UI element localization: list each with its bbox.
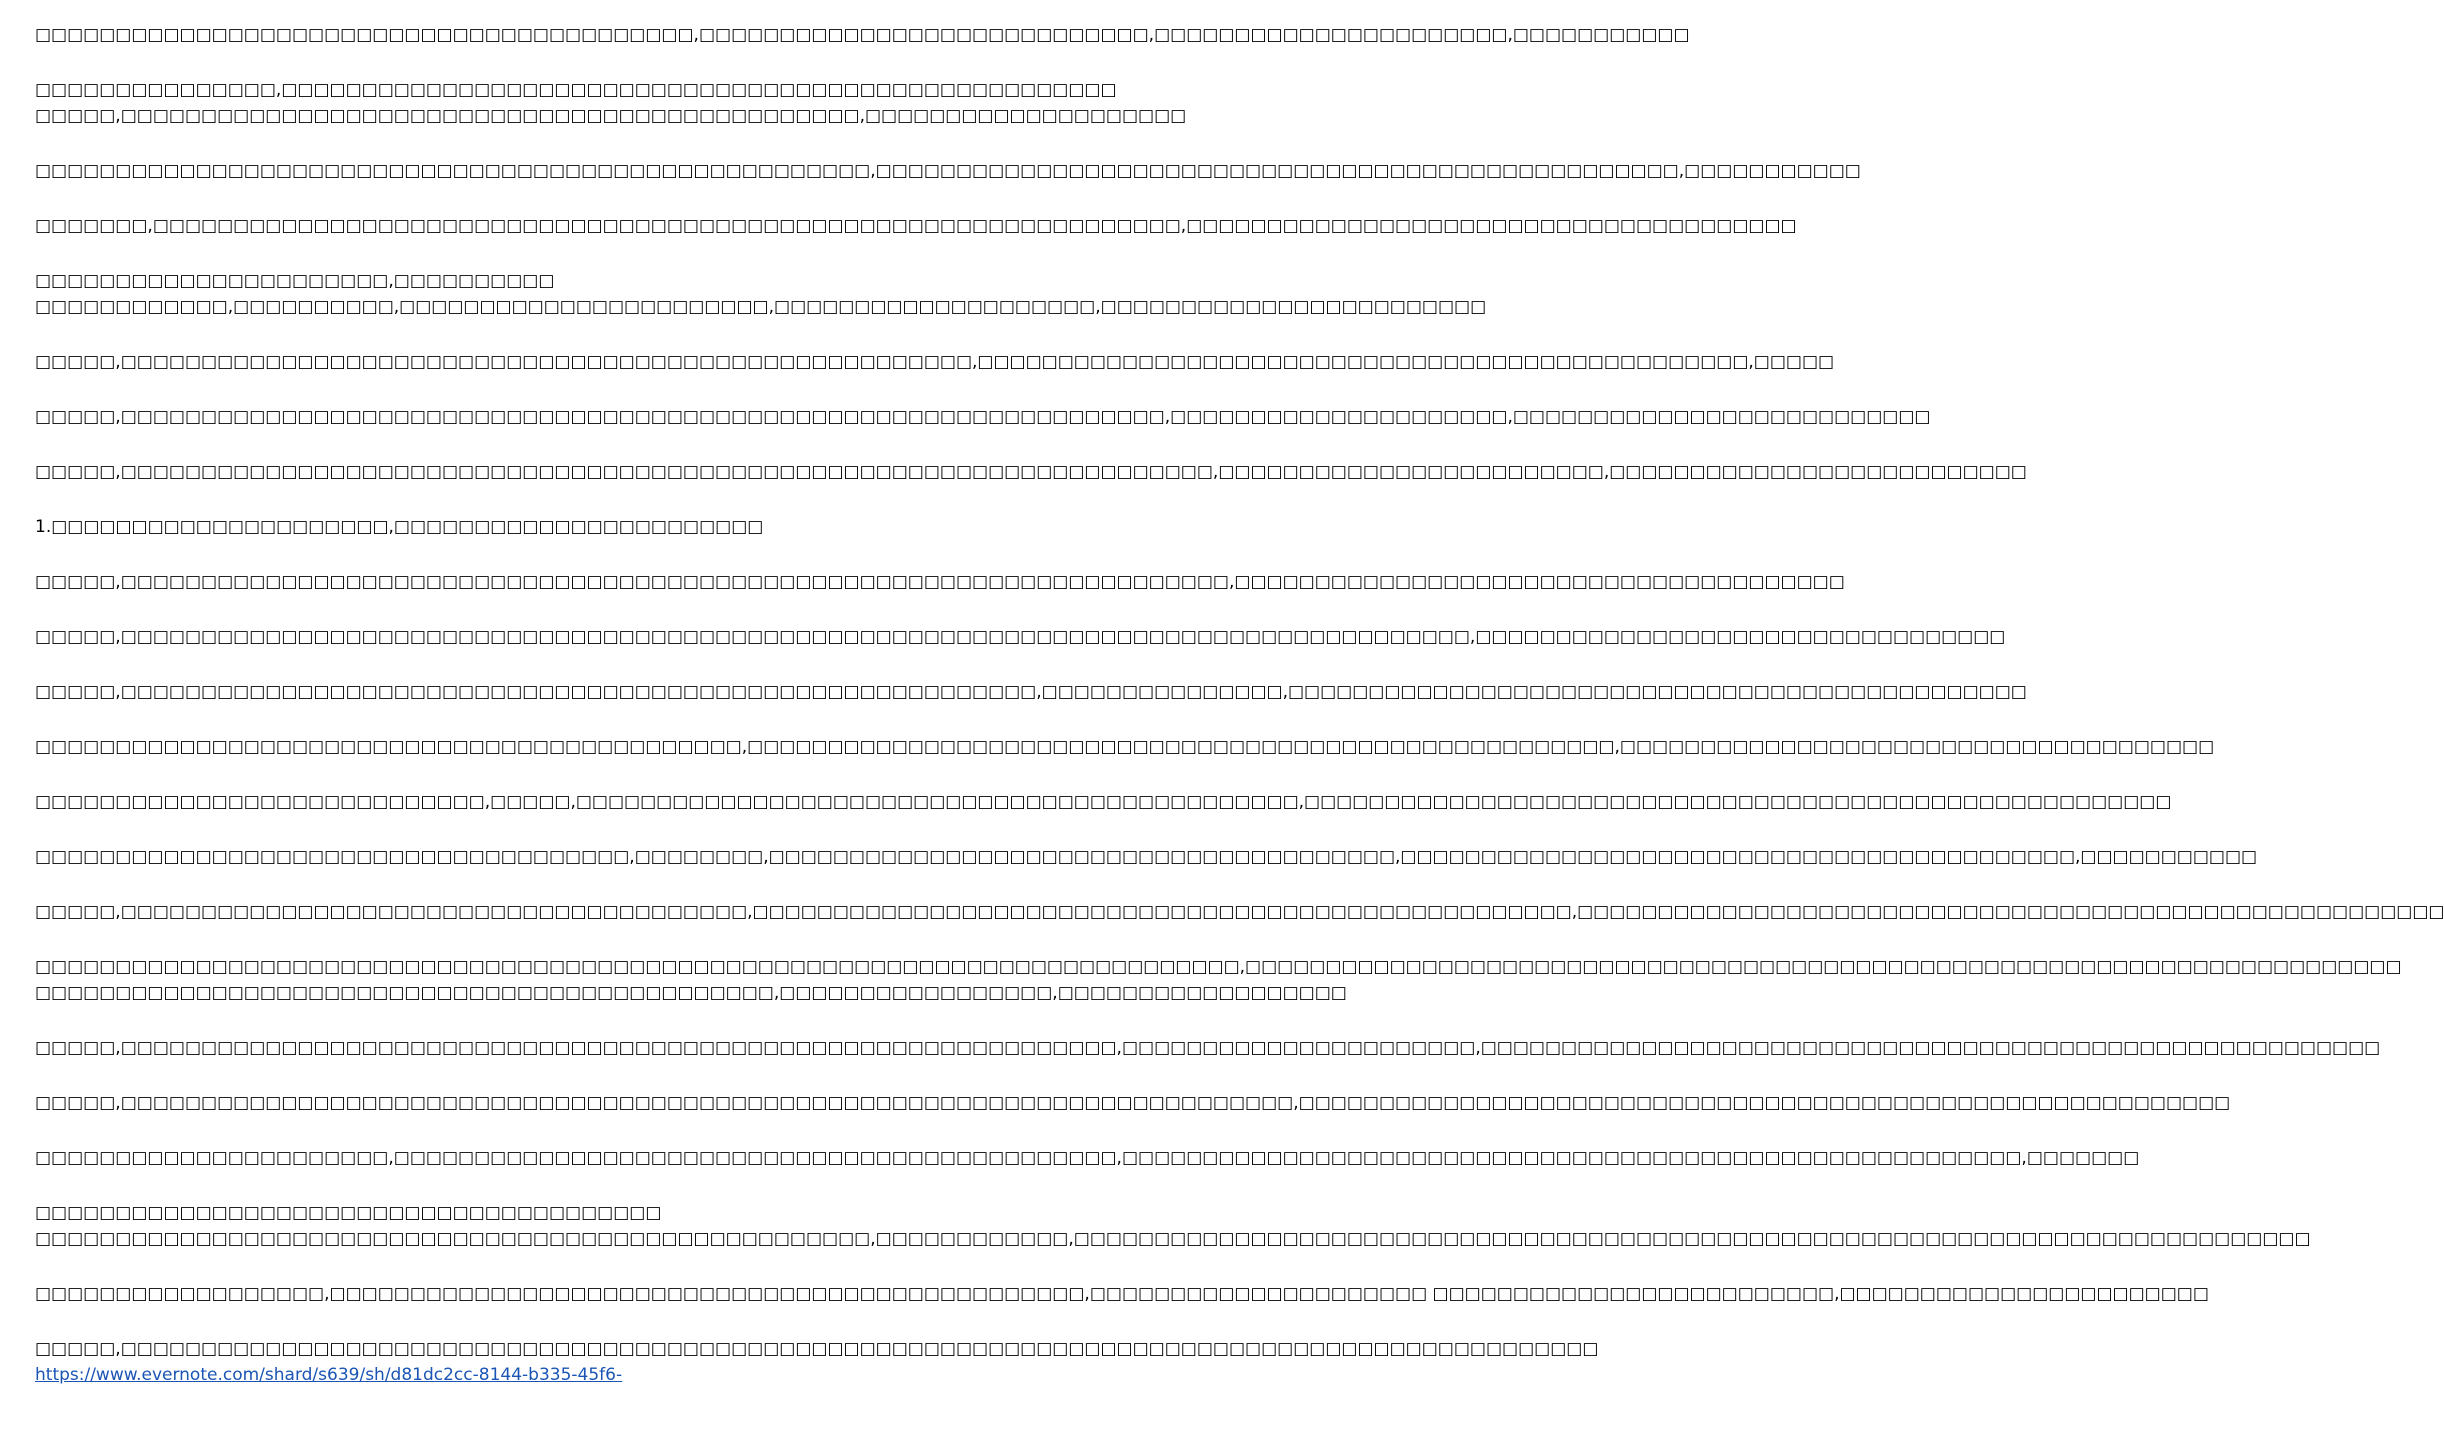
paragraph	[35, 404, 1931, 430]
text-line: □□□□□□□□□□□□□□□□□□□□□□□□□□□□□□□□□□□□□,□□□□□□□□,□□□□□□□□□□□□□□□□□□□□□□□□□□□□□□□□□□□□□□□,□□□□□□□□□□□□□□□□□□□□□□□□□□□□□□□□□□□□□□□□□□,□□□□□□□□□□□	[35, 847, 2258, 867]
text-line: □□□□□□□□□□□□□□□,□□□□□□□□□□□□□□□□□□□□□□□□□□□□□□□□□□□□□□□□□□□□□□□□□□□□	[35, 80, 1117, 100]
paragraph	[35, 268, 1487, 320]
text-line: □□□□□,□□□□□□□□□□□□□□□□□□□□□□□□□□□□□□□□□□□□□□□,□□□□□□□□□□□□□□□□□□□□□□□□□□□□□□□□□□□□□□□□□□□□□□□□□□□,□□□□□□□□□□□□□□□□□□□□□□□□□□□□□□□□□□□□□□□□□□□□□□□□□□□□□□	[35, 902, 2444, 922]
paragraph	[35, 789, 2172, 815]
paragraph	[35, 77, 1187, 129]
text-line: □□□□□,□□□□□□□□□□□□□□□□□□□□□□□□□□□□□□□□□□□□□□□□□□□□□□□□□□□□□□□□□□□□□□□□□□□□□,□□□□□□□□□□□□□□□□□□□□□□□□□□□□□□□□□□□□□□	[35, 572, 1845, 592]
paragraph	[35, 1090, 2231, 1116]
paragraph	[35, 1035, 2381, 1061]
paragraph	[35, 679, 2027, 705]
paragraph	[35, 1145, 2140, 1171]
text-line: □□□□□,□□□□□□□□□□□□□□□□□□□□□□□□□□□□□□□□□□□□□□□□□□□□□□□□□□□□□□□□□□□□□□□□□□□□,□□□□□□□□□□□□□□□□□□□□□□□□,□□□□□□□□□□□□□□□□□□□□□□□□□□	[35, 462, 2027, 482]
text-line: □□□□□□□□□□□□□□□□□□□□□□□□□□□□□□□□□□□□□□□□□□□□□□□□□□□□,□□□□□□□□□□□□,□□□□□□□□□□□□□□□□□□□□□□□□□□□□□□□□□□□□□□□□□□□□□□□□□□□□□□□□□□□□□□□□□□□□□□□□□□□□□	[35, 1229, 2311, 1249]
paragraph	[35, 459, 2027, 485]
text-line: □□□□□□□□□□□□□□□□□□□□□□□□□□□□,□□□□□,□□□□□□□□□□□□□□□□□□□□□□□□□□□□□□□□□□□□□□□□□□□□□,□□□□□□□□□□□□□□□□□□□□□□□□□□□□□□□□□□□□□□□□□□□□□□□□□□□□□□	[35, 792, 2172, 812]
text-line: □□□□□□□□□□□□□□□□□□□□□□,□□□□□□□□□□	[35, 271, 555, 291]
paragraph	[35, 734, 2215, 760]
paragraph	[35, 213, 1797, 239]
paragraph	[35, 899, 2444, 925]
text-line: 1.□□□□□□□□□□□□□□□□□□□□□,□□□□□□□□□□□□□□□□□□□□□□□	[35, 517, 764, 537]
paragraph	[35, 624, 2006, 650]
paragraph	[35, 569, 1845, 595]
text-line: □□□□□□□□□□□□,□□□□□□□□□□,□□□□□□□□□□□□□□□□□□□□□□□,□□□□□□□□□□□□□□□□□□□□,□□□□□□□□□□□□□□□□□□□□□□□□	[35, 297, 1487, 317]
text-line: □□□□□□□,□□□□□□□□□□□□□□□□□□□□□□□□□□□□□□□□□□□□□□□□□□□□□□□□□□□□□□□□□□□□□□□□,□□□□□□□□□□□□□□□□□□□□□□□□□□□□□□□□□□□□□□	[35, 216, 1797, 236]
paragraph	[35, 158, 1861, 184]
text-line: □□□□□,□□□□□□□□□□□□□□□□□□□□□□□□□□□□□□□□□□□□□□□□□□□□□□□□□□□□□□□□□□□□□□,□□□□□□□□□□□□□□□□□□□□□□,□□□□□□□□□□□□□□□□□□□□□□□□□□□□□□□□□□□□□□□□□□□□□□□□□□□□□□□□	[35, 1038, 2381, 1058]
document-body	[35, 22, 2444, 1388]
paragraph	[35, 954, 2402, 1006]
text-line: □□□□□□□□□□□□□□□□□□□□□□□□□□□□□□□□□□□□□□□□□□□□□□,□□□□□□□□□□□□□□□□□,□□□□□□□□□□□□□□□□□□	[35, 983, 1347, 1003]
text-line: □□□□□□□□□□□□□□□□□□□□□□□□□□□□□□□□□□□□□□□□□□□□,□□□□□□□□□□□□□□□□□□□□□□□□□□□□□□□□□□□□□□□□□□□□□□□□□□□□□□,□□□□□□□□□□□□□□□□□□□□□□□□□□□□□□□□□□□□□	[35, 737, 2215, 757]
paragraph	[35, 1336, 1599, 1362]
text-line: □□□□□,□□□□□□□□□□□□□□□□□□□□□□□□□□□□□□□□□□□□□□□□□□□□□□□□□□□□□,□□□□□□□□□□□□□□□□□□□□□□□□□□□□□□□□□□□□□□□□□□□□□□□□,□□□□□	[35, 352, 1835, 372]
text-line: □□□□□□□□□□□□□□□□□□□□□□,□□□□□□□□□□□□□□□□□□□□□□□□□□□□□□□□□□□□□□□□□□□□□,□□□□□□□□□□□□□□□□□□□□□□□□□□□□□□□□□□□□□□□□□□□□□□□□□□□□□□□□,□□□□□□□	[35, 1148, 2140, 1168]
text-line: □□□□□□□□□□□□□□□□□□□□□□□□□□□□□□□□□□□□□□□□□,□□□□□□□□□□□□□□□□□□□□□□□□□□□□,□□□□□□□□□□□□□□□□□□□□□□,□□□□□□□□□□□	[35, 25, 1690, 45]
text-line: □□□□□,□□□□□□□□□□□□□□□□□□□□□□□□□□□□□□□□□□□□□□□□□□□□□□,□□□□□□□□□□□□□□□□□□□□	[35, 106, 1187, 126]
paragraph	[35, 22, 1690, 48]
text-line: □□□□□□□□□□□□□□□□□□□□□□□□□□□□□□□□□□□□□□□□□□□□□□□□□□□□□□□□□□□□□□□□□□□□□□□□□□□,□□□□□□□□□□□□□□□□□□□□□□□□□□□□□□□□□□□□□□□□□□□□□□□□□□□□□□□□□□□□□□□□□□□□□□□□	[35, 957, 2402, 977]
paragraph	[35, 844, 2258, 870]
paragraph	[35, 1281, 2209, 1307]
text-line: □□□□□□□□□□□□□□□□□□,□□□□□□□□□□□□□□□□□□□□□□□□□□□□□□□□□□□□□□□□□□□□□□□,□□□□□□□□□□□□□□□□□□□□□ □□□□□□□□□□□□□□□□□□□□□□□□□,□□□□□□□□□□□□□□□□□□□□□□□	[35, 1284, 2209, 1304]
paragraph	[35, 349, 1835, 375]
text-line: □□□□□,□□□□□□□□□□□□□□□□□□□□□□□□□□□□□□□□□□□□□□□□□□□□□□□□□□□□□□□□□□□□□□□□□□□□□□□□□,□□□□□□□□□□□□□□□□□□□□□□□□□□□□□□□□□□□□□□□□□□□□□□□□□□□□□□□□□□	[35, 1093, 2231, 1113]
paragraphs	[35, 22, 2444, 1362]
text-line: □□□□□,□□□□□□□□□□□□□□□□□□□□□□□□□□□□□□□□□□□□□□□□□□□□□□□□□□□□□□□□□,□□□□□□□□□□□□□□□,□□□□□□□□□□□□□□□□□□□□□□□□□□□□□□□□□□□□□□□□□□□□□□	[35, 682, 2027, 702]
evernote-link[interactable]: https://www.evernote.com/shard/s639/sh/d81dc2cc-8144-b335-45f6-	[35, 1365, 623, 1385]
text-line: □□□□□,□□□□□□□□□□□□□□□□□□□□□□□□□□□□□□□□□□□□□□□□□□□□□□□□□□□□□□□□□□□□□□□□□□□□□□□□□□□□□□□□□□□□,□□□□□□□□□□□□□□□□□□□□□□□□□□□□□□□□□	[35, 627, 2006, 647]
text-line: □□□□□□□□□□□□□□□□□□□□□□□□□□□□□□□□□□□□□□□□□□□□□□□□□□□□,□□□□□□□□□□□□□□□□□□□□□□□□□□□□□□□□□□□□□□□□□□□□□□□□□□,□□□□□□□□□□□	[35, 161, 1861, 181]
text-line: □□□□□□□□□□□□□□□□□□□□□□□□□□□□□□□□□□□□□□□	[35, 1203, 662, 1223]
text-line: □□□□□,□□□□□□□□□□□□□□□□□□□□□□□□□□□□□□□□□□□□□□□□□□□□□□□□□□□□□□□□□□□□□□□□□□□□□□□□□□□□□□□□□□□□□□□□□□□□	[35, 1339, 1599, 1359]
text-line: □□□□□,□□□□□□□□□□□□□□□□□□□□□□□□□□□□□□□□□□□□□□□□□□□□□□□□□□□□□□□□□□□□□□□□□,□□□□□□□□□□□□□□□□□□□□□,□□□□□□□□□□□□□□□□□□□□□□□□□□	[35, 407, 1931, 427]
paragraph	[35, 1200, 2311, 1252]
paragraph	[35, 514, 990, 540]
